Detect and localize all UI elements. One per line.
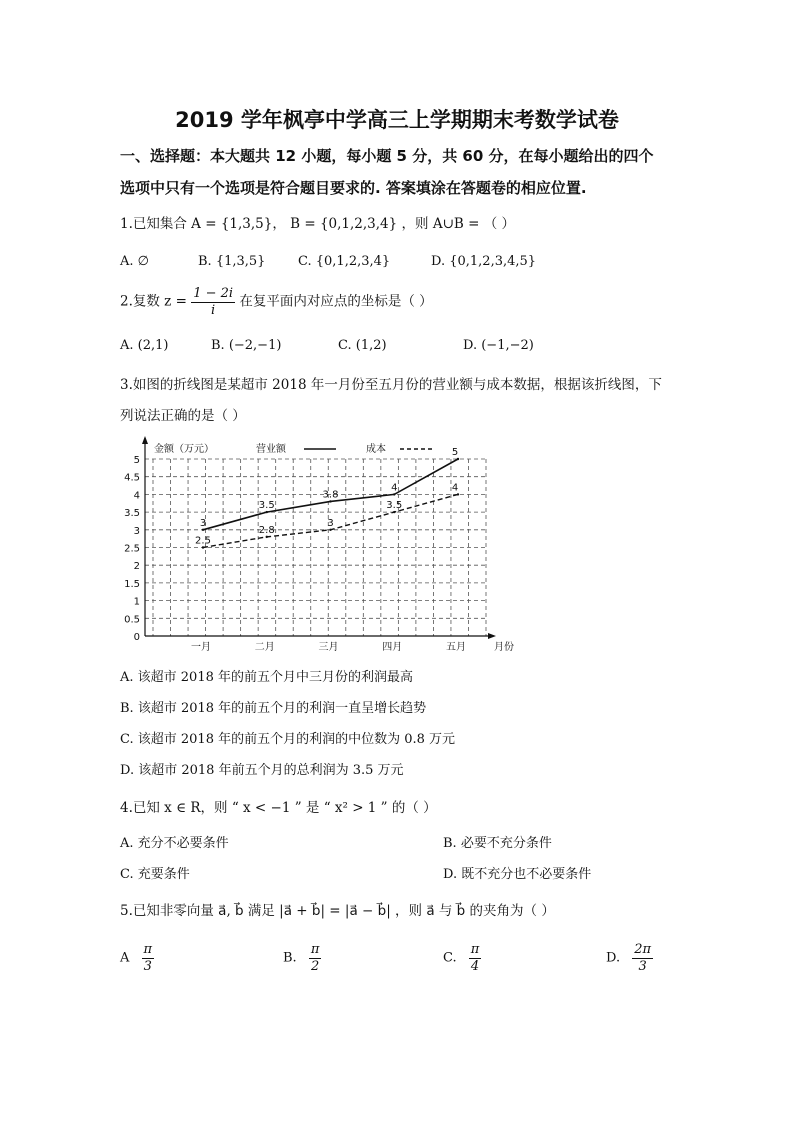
question-2-fraction-denominator: i [211,302,216,318]
question-2-option-c: C. (1,2) [338,338,387,353]
x-axis-label: 月份 [494,642,514,653]
fraction-numerator: 2π [634,942,652,957]
data-point [329,500,331,502]
question-5-option-c [443,942,481,974]
question-5-option-a-fraction [142,942,155,974]
y-tick-label: 3.5 [124,508,140,520]
x-tick-label: 一月 [191,642,211,653]
question-1-option-d: D. {0,1,2,3,4,5} [431,254,537,269]
question-1-stem: 1.已知集合 A = {1,3,5}， B = {0,1,2,3,4} ，则 A∪B = （ ） [120,216,515,232]
y-tick-label: 3 [133,525,140,537]
question-2-fraction [191,286,235,318]
question-2-prefix: 2.复数 z = [120,293,187,310]
data-label: 5 [451,447,459,458]
data-point [329,529,331,531]
fraction-denominator: 2 [310,958,320,974]
question-3-option-c: C. 该超市 2018 年的前五个月的利润的中位数为 0.8 万元 [120,732,456,747]
fraction-numerator: π [470,942,480,957]
y-tick-label: 4 [133,490,140,502]
question-4-option-a: A. 充分不必要条件 [120,836,229,851]
question-2-option-d: D. (−1,−2) [463,338,534,353]
section-heading-line2: 选项中只有一个选项是符合题目要求的. 答案填涂在答题卷的相应位置. [120,179,587,197]
data-point [202,529,204,531]
question-5-option-d [606,942,653,974]
question-5-option-d-fraction [632,942,653,974]
y-axis-arrow [142,436,148,444]
question-3-stem-line2: 列说法正确的是（ ） [120,408,246,424]
section-heading-line1: 一、选择题：本大题共 12 小题，每小题 5 分，共 60 分，在每小题给出的四个 [120,147,654,165]
question-5-option-a-label: A [120,950,130,966]
legend-label-revenue: 营业额 [256,444,286,455]
question-2-stem [120,286,433,318]
y-tick-label: 1 [133,596,140,608]
question-3-option-a: A. 该超市 2018 年的前五个月中三月份的利润最高 [120,670,414,685]
x-tick-label: 五月 [446,642,466,653]
legend-label-cost: 成本 [366,444,386,455]
question-5-stem: 5.已知非零向量 a⃗, b⃗ 满足 |a⃗ + b⃗| = |a⃗ − b⃗| ，则 a⃗ 与 b⃗ 的夹角为（ ） [120,903,555,919]
question-5-option-b [283,942,321,974]
y-tick-label: 1.5 [124,578,140,590]
question-2-option-b: B. (−2,−1) [211,338,282,353]
fraction-denominator: 3 [143,958,152,974]
question-5-option-d-label: D. [606,950,621,966]
y-tick-label: 0 [133,632,140,643]
question-1-option-b: B. {1,3,5} [198,254,266,269]
data-label: 3 [327,517,334,529]
question-5-option-c-fraction [469,942,482,974]
y-tick-label: 4.5 [124,472,140,484]
data-point [393,493,395,495]
question-4-option-b: B. 必要不充分条件 [443,836,552,851]
data-label: 3.8 [322,489,339,501]
question-5-option-a [120,942,154,974]
data-point [202,546,204,548]
question-3-option-b: B. 该超市 2018 年的前五个月的利润一直呈增长趋势 [120,701,427,716]
x-axis-arrow [488,633,496,639]
question-5-option-c-label: C. [443,950,457,966]
question-2-option-a: A. (2,1) [120,338,169,353]
data-point [457,458,459,460]
x-tick-label: 四月 [382,642,403,653]
question-3-option-d: D. 该超市 2018 年前五个月的总利润为 3.5 万元 [120,763,404,778]
question-2-suffix: 在复平面内对应点的坐标是（ ） [239,293,433,310]
question-5-option-b-fraction [309,942,322,974]
data-point [393,511,395,513]
fraction-denominator: 3 [638,958,647,974]
y-tick-label: 5 [133,455,140,466]
page-title: 2019 学年枫亭中学高三上学期期末考数学试卷 [175,108,619,132]
question-5-option-b-label: B. [283,950,297,966]
data-point [266,511,268,513]
data-label: 4 [451,482,459,494]
y-tick-label: 2 [133,561,140,573]
question-1-option-a: A. ∅ [120,254,149,269]
question-1-option-c: C. {0,1,2,3,4} [298,254,391,269]
data-label: 2.8 [258,524,275,536]
data-label: 3.5 [386,500,403,512]
question-2-fraction-numerator: 1 − 2i [193,286,234,301]
data-label: 4 [391,482,398,494]
line-chart [118,432,528,654]
data-label: 3.5 [258,500,275,512]
data-point [457,493,459,495]
question-3-stem-line1: 3.如图的折线图是某超市 2018 年一月份至五月份的营业额与成本数据，根据该折线图，下 [120,377,662,393]
fraction-numerator: π [310,942,320,957]
fraction-denominator: 4 [470,958,480,974]
y-tick-label: 2.5 [124,543,140,555]
question-4-stem: 4.已知 x ∈ R，则 “ x < −1 ” 是 “ x² > 1 ” 的（ ） [120,800,437,816]
data-label: 2.5 [195,535,211,547]
y-axis-label: 金额（万元） [154,444,214,455]
x-tick-label: 三月 [318,642,339,653]
question-4-option-c: C. 充要条件 [120,867,190,882]
question-4-option-d: D. 既不充分也不必要条件 [443,867,592,882]
data-point [266,536,268,538]
fraction-numerator: π [143,942,153,957]
y-tick-label: 0.5 [124,614,140,626]
x-tick-label: 二月 [254,642,275,653]
data-label: 3 [199,517,207,529]
